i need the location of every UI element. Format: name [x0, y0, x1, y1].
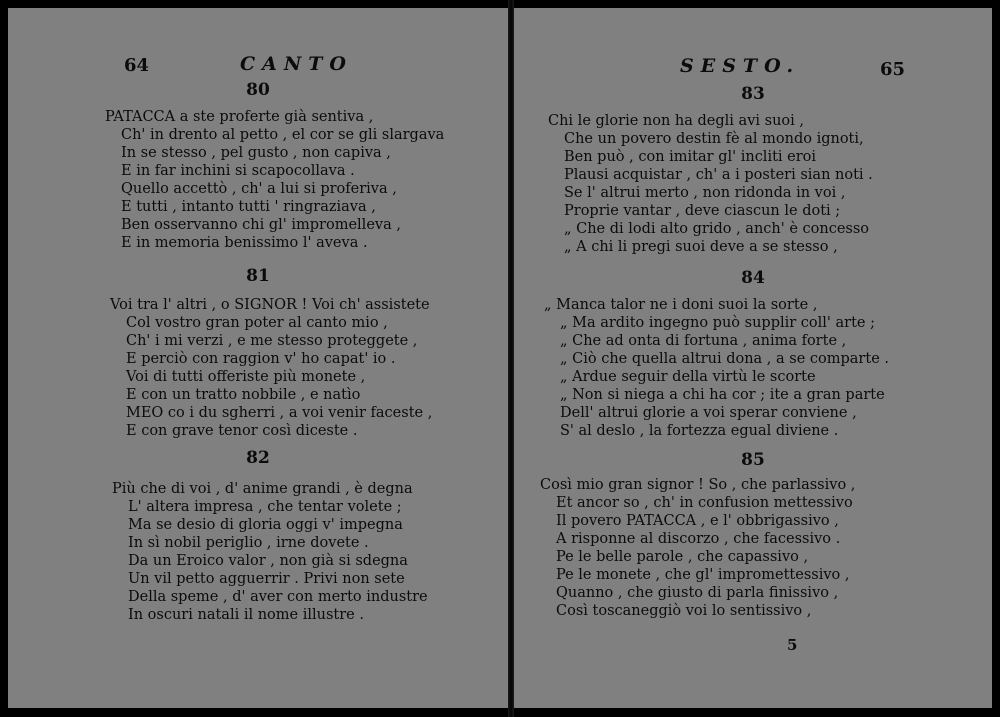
stanza	[540, 476, 855, 620]
stanza	[548, 112, 873, 256]
verse-line: PATACCA a ste proferte già sentiva ,	[105, 109, 374, 125]
verse-line: MEO co i du sgherri , a voi venir faceste ,	[126, 405, 433, 421]
stanza-number: 84	[741, 268, 765, 288]
verse-line: E tutti , intanto tutti ' ringraziava ,	[121, 199, 376, 215]
stanza-number: 82	[246, 448, 270, 468]
verse-line: L' altera impresa , che tentar volete ;	[128, 499, 402, 515]
verse-line: Ben osservanno chi gl' impromelleva ,	[121, 217, 401, 233]
verse-line: Della speme , d' aver con merto industre	[128, 589, 428, 605]
verse-line: Da un Eroico valor , non già si sdegna	[128, 553, 408, 569]
verse-line: A risponne al discorzo , che facessivo .	[556, 531, 841, 547]
verse-line: Se l' altrui merto , non ridonda in voi ,	[564, 185, 846, 201]
verse-line: „ A chi li pregi suoi deve a se stesso ,	[564, 239, 838, 255]
verse-line: Che un povero destin fè al mondo ignoti,	[564, 131, 864, 147]
verse-line: Ch' i mi verzi , e me stesso proteggete ,	[126, 333, 418, 349]
page-number: 65	[880, 59, 906, 80]
verse-line: Proprie vantar , deve ciascun le doti ;	[564, 203, 841, 219]
verse-line: E con grave tenor così diceste .	[126, 423, 358, 439]
verse-line: Ma se desio di gloria oggi v' impegna	[128, 517, 403, 533]
stanza-number: 81	[246, 266, 270, 286]
verse-line: Quanno , che giusto di parla finissivo ,	[556, 585, 839, 601]
verse-line: Dell' altrui glorie a voi sperar conviene ,	[560, 405, 857, 421]
page-number: 64	[124, 55, 150, 76]
verse-line: „ Non si niega a chi ha cor ; ite a gran parte	[560, 387, 885, 403]
verse-line: In sì nobil periglio , irne dovete .	[128, 535, 369, 551]
verse-line: Et ancor so , ch' in confusion mettessivo	[556, 495, 853, 511]
left-page	[8, 8, 508, 708]
verse-line: Pe le belle parole , che capassivo ,	[556, 549, 809, 565]
verse-line: „ Ma ardito ingegno può supplir coll' arte ;	[560, 315, 875, 331]
verse-line: Più che di voi , d' anime grandi , è degna	[112, 481, 413, 497]
verse-line: In oscuri natali il nome illustre .	[128, 607, 364, 623]
verse-line: „ Che ad onta di fortuna , anima forte ,	[560, 333, 847, 349]
verse-line: E in far inchini si scapocollava .	[121, 163, 355, 179]
stanza-number: 85	[741, 450, 765, 470]
verse-line: Così toscaneggiò voi lo sentissivo ,	[556, 603, 812, 619]
verse-line: Voi di tutti offeriste più monete ,	[126, 369, 366, 385]
verse-line: Plausi acquistar , ch' a i posteri sian noti .	[564, 167, 873, 183]
verse-line: Pe le monete , che gl' impromettessivo ,	[556, 567, 850, 583]
verse-line: „ Che di lodi alto grido , anch' è concesso	[564, 221, 870, 237]
verse-line: „ Ardue seguir della virtù le scorte	[560, 369, 816, 385]
verse-line: Ben può , con imitar gl' incliti eroi	[564, 149, 817, 165]
stanza	[110, 296, 432, 440]
verse-line: Chi le glorie non ha degli avi suoi ,	[548, 113, 805, 129]
running-head: CANTO	[240, 53, 353, 75]
verse-line: „ Manca talor ne i doni suoi la sorte ,	[544, 297, 818, 313]
verse-line: S' al deslo , la fortezza egual diviene .	[560, 423, 839, 439]
verse-line: Ch' in drento al petto , el cor se gli slargava	[121, 127, 445, 143]
verse-line: Un vil petto agguerrir . Privi non sete	[128, 571, 405, 587]
verse-line: E in memoria benissimo l' aveva .	[121, 235, 368, 251]
stanza	[544, 296, 889, 440]
verse-line: Voi tra l' altri , o SIGNOR ! Voi ch' assistete	[110, 297, 430, 313]
verse-line: Quello accettò , ch' a lui si proferiva ,	[121, 181, 397, 197]
stanza	[112, 480, 428, 624]
stanza-number: 80	[246, 80, 270, 100]
verse-line: Così mio gran signor ! So , che parlassivo ,	[540, 477, 856, 493]
verse-line: In se stesso , pel gusto , non capiva ,	[121, 145, 391, 161]
verse-line: E perciò con raggion v' ho capat' io .	[126, 351, 396, 367]
signature-mark: 5	[787, 636, 798, 654]
verse-line: Il povero PATACCA , e l' obbrigassivo ,	[556, 513, 839, 529]
verse-line: „ Ciò che quella altrui dona , a se comparte .	[560, 351, 889, 367]
stanza	[105, 108, 444, 252]
verse-line: Col vostro gran poter al canto mio ,	[126, 315, 388, 331]
running-head: SESTO.	[680, 55, 801, 77]
right-page	[514, 8, 992, 708]
stanza-number: 83	[741, 84, 765, 104]
verse-line: E con un tratto nobbile , e natìo	[126, 387, 361, 403]
